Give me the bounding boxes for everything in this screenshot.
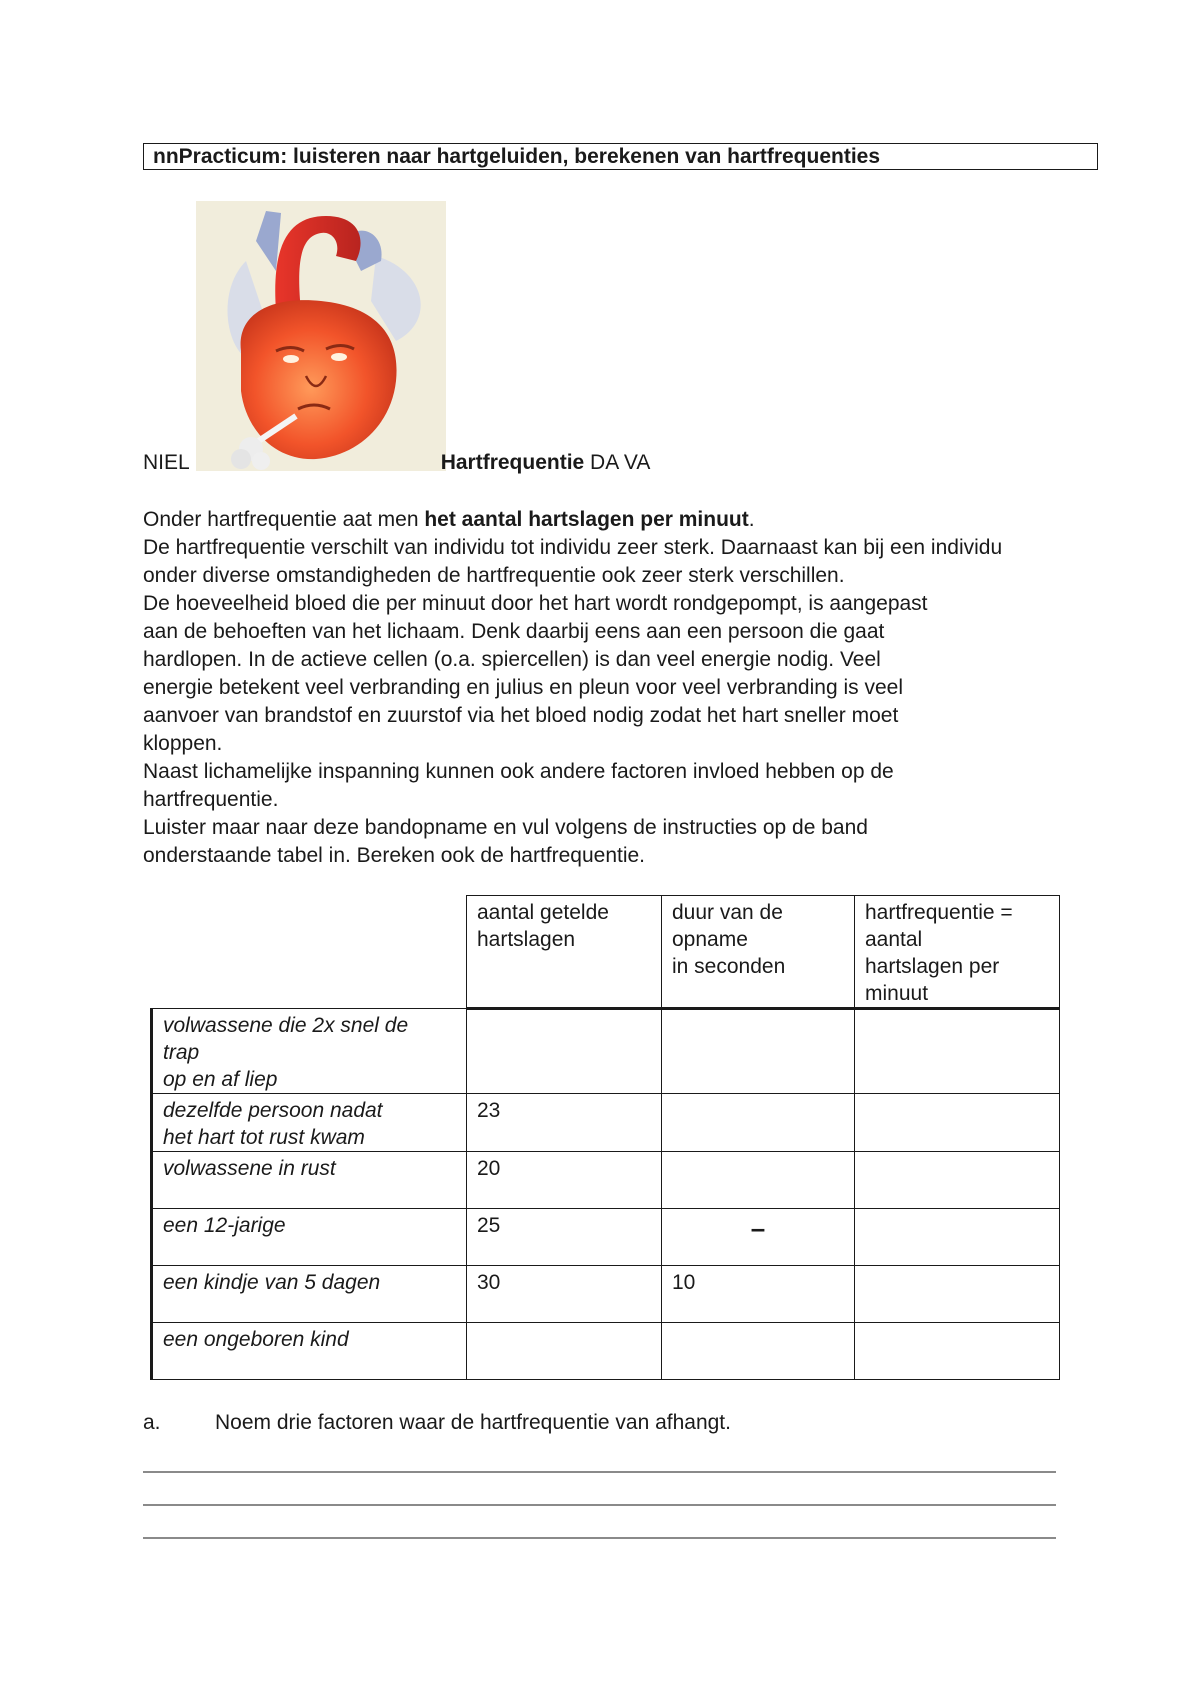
frequency-cell[interactable] bbox=[855, 1152, 1060, 1209]
question-text: Noem drie factoren waar de hartfrequentie van afhangt. bbox=[215, 1411, 731, 1434]
frequency-cell[interactable] bbox=[855, 1209, 1060, 1266]
heading-prefix: NIEL bbox=[143, 451, 190, 474]
label-line: een 12-jarige bbox=[163, 1214, 286, 1237]
intro-line: Luister maar naar deze bandopname en vul volgens de instructies op de band bbox=[143, 816, 868, 839]
intro-text bbox=[143, 506, 1143, 870]
answer-line[interactable] bbox=[143, 1471, 1056, 1473]
row-label bbox=[152, 1152, 467, 1209]
table-row bbox=[152, 1152, 1060, 1209]
count-cell[interactable]: 30 bbox=[467, 1266, 662, 1323]
question-a bbox=[143, 1410, 731, 1436]
heart-rate-table bbox=[150, 895, 1060, 1380]
header-line: aantal getelde bbox=[477, 901, 609, 924]
intro-line: De hartfrequentie verschilt van individu tot individu zeer sterk. Daarnaast kan bij een individu bbox=[143, 536, 1003, 559]
row-label bbox=[152, 1266, 467, 1323]
label-line: het hart tot rust kwam bbox=[163, 1126, 365, 1149]
table-row bbox=[152, 1094, 1060, 1152]
row-label bbox=[152, 1323, 467, 1380]
table-row bbox=[152, 1009, 1060, 1094]
row-label bbox=[152, 1094, 467, 1152]
count-cell[interactable] bbox=[467, 1009, 662, 1094]
frequency-cell[interactable] bbox=[855, 1094, 1060, 1152]
intro-line: aan de behoeften van het lichaam. Denk daarbij eens aan een persoon die gaat bbox=[143, 620, 885, 643]
duration-cell[interactable] bbox=[662, 1009, 855, 1094]
header-line: minuut bbox=[865, 982, 929, 1005]
table-row bbox=[152, 1266, 1060, 1323]
frequency-cell[interactable] bbox=[855, 1323, 1060, 1380]
table-corner-cell bbox=[152, 896, 467, 1009]
table-row bbox=[152, 1323, 1060, 1380]
intro-line bbox=[143, 506, 1143, 534]
intro-line: energie betekent veel verbranding en julius en pleun voor veel verbranding is veel bbox=[143, 676, 903, 699]
heading-suffix: DA VA bbox=[584, 451, 651, 474]
header-line: aantal bbox=[865, 928, 923, 951]
header-line: opname bbox=[672, 928, 748, 951]
header-line: duur van de bbox=[672, 901, 783, 924]
intro-line: Naast lichamelijke inspanning kunnen ook andere factoren invloed hebben op de bbox=[143, 760, 894, 783]
row-label bbox=[152, 1009, 467, 1094]
table-header-row bbox=[152, 896, 1060, 1009]
label-line: op en af liep bbox=[163, 1068, 278, 1091]
heading-bold: Hartfrequentie bbox=[440, 451, 585, 474]
count-cell[interactable]: 25 bbox=[467, 1209, 662, 1266]
intro-line: onderstaande tabel in. Bereken ook de hartfrequentie. bbox=[143, 844, 646, 867]
header-frequency bbox=[855, 896, 1060, 1009]
duration-cell[interactable] bbox=[662, 1323, 855, 1380]
count-cell[interactable] bbox=[467, 1323, 662, 1380]
count-cell[interactable]: 23 bbox=[467, 1094, 662, 1152]
label-line: een ongeboren kind bbox=[163, 1328, 349, 1351]
header-line: hartslagen bbox=[477, 928, 576, 951]
answer-line[interactable] bbox=[143, 1537, 1056, 1539]
label-line: dezelfde persoon nadat bbox=[163, 1099, 383, 1122]
count-cell[interactable]: 20 bbox=[467, 1152, 662, 1209]
label-line: trap bbox=[163, 1041, 200, 1064]
header-duration bbox=[662, 896, 855, 1009]
intro-line: onder diverse omstandigheden de hartfrequentie ook zeer sterk verschillen. bbox=[143, 564, 845, 587]
intro-line1-bold: het aantal hartslagen per minuut bbox=[424, 508, 749, 531]
intro-line: hartfrequentie. bbox=[143, 788, 279, 811]
intro-line1-pre: Onder hartfrequentie aat men bbox=[143, 508, 425, 531]
intro-line: aanvoer van brandstof en zuurstof via het bloed nodig zodat het hart sneller moet bbox=[143, 704, 899, 727]
page-title: nnPracticum: luisteren naar hartgeluiden, berekenen van hartfrequenties bbox=[143, 143, 1098, 170]
intro-line: De hoeveelheid bloed die per minuut door het hart wordt rondgepompt, is aangepast bbox=[143, 592, 928, 615]
question-number: a. bbox=[143, 1411, 161, 1434]
duration-cell[interactable]: – bbox=[662, 1209, 855, 1266]
frequency-cell[interactable] bbox=[855, 1009, 1060, 1094]
duration-cell[interactable]: 10 bbox=[662, 1266, 855, 1323]
header-line: hartslagen per bbox=[865, 955, 1000, 978]
label-line: een kindje van 5 dagen bbox=[163, 1271, 381, 1294]
label-line: volwassene in rust bbox=[163, 1157, 336, 1180]
duration-cell[interactable] bbox=[662, 1152, 855, 1209]
intro-line: hardlopen. In de actieve cellen (o.a. spiercellen) is dan veel energie nodig. Veel bbox=[143, 648, 881, 671]
intro-line: kloppen. bbox=[143, 732, 223, 755]
row-label bbox=[152, 1209, 467, 1266]
header-count bbox=[467, 896, 662, 1009]
section-heading bbox=[143, 450, 650, 476]
answer-line[interactable] bbox=[143, 1504, 1056, 1506]
label-line: volwassene die 2x snel de bbox=[163, 1014, 409, 1037]
table-row bbox=[152, 1209, 1060, 1266]
header-line: in seconden bbox=[672, 955, 786, 978]
intro-line1-post: . bbox=[748, 508, 755, 531]
header-line: hartfrequentie = bbox=[865, 901, 1013, 924]
duration-cell[interactable] bbox=[662, 1094, 855, 1152]
frequency-cell[interactable] bbox=[855, 1266, 1060, 1323]
heart-illustration bbox=[196, 201, 446, 471]
